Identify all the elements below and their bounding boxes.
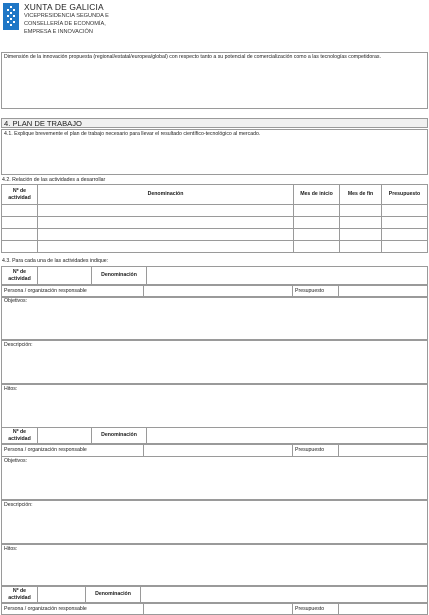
descripcion-field[interactable] xyxy=(1,340,428,384)
activity-denom-label: Denominación xyxy=(92,267,147,285)
presupuesto-field[interactable] xyxy=(339,604,428,615)
activity-denom-field[interactable] xyxy=(147,267,428,285)
persona-field[interactable] xyxy=(144,445,293,457)
activity-denom-field[interactable] xyxy=(141,587,428,603)
dimension-field[interactable] xyxy=(1,52,428,109)
col-num: Nº de actividad xyxy=(2,185,38,205)
col-mes-inicio: Mes de inicio xyxy=(294,185,340,205)
objetivos-field[interactable] xyxy=(1,456,428,500)
table-row[interactable] xyxy=(2,217,428,229)
presupuesto-label: Presupuesto xyxy=(293,604,339,615)
activity-block-2 xyxy=(1,427,428,457)
hitos-field[interactable] xyxy=(1,544,428,586)
descripcion-label: Descripción: xyxy=(4,342,33,348)
hitos-field[interactable] xyxy=(1,384,428,428)
brand-name: XUNTA DE GALICIA xyxy=(24,2,104,12)
brand-sub-2: CONSELLERÍA DE ECONOMÍA, xyxy=(24,21,106,28)
persona-label: Persona / organización responsable xyxy=(2,286,144,298)
col-mes-fin: Mes de fin xyxy=(340,185,382,205)
brand-sub-1: VICEPRESIDENCIA SEGUNDA E xyxy=(24,13,109,20)
persona-field[interactable] xyxy=(144,604,293,615)
q42-label: 4.2. Relación de las actividades a desarrollar xyxy=(2,177,106,183)
persona-label: Persona / organización responsable xyxy=(2,445,144,457)
col-presupuesto: Presupuesto xyxy=(382,185,428,205)
activity-denom-label: Denominación xyxy=(86,587,141,603)
brand-block xyxy=(24,3,109,36)
presupuesto-label: Presupuesto xyxy=(293,445,339,457)
section-title: 4. PLAN DE TRABAJO xyxy=(1,118,428,128)
activity-num-label: Nº de actividad xyxy=(2,587,38,603)
q41-field[interactable] xyxy=(1,129,428,175)
page-header xyxy=(3,3,109,37)
presupuesto-field[interactable] xyxy=(339,445,428,457)
hitos-label: Hitos: xyxy=(4,386,18,392)
activities-table xyxy=(1,184,428,253)
objetivos-label: Objetivos: xyxy=(4,298,28,304)
brand-sub-3: EMPRESA E INNOVACIÓN xyxy=(24,29,93,36)
objetivos-field[interactable] xyxy=(1,296,428,340)
activity-num-field[interactable] xyxy=(38,428,92,444)
activity-denom-field[interactable] xyxy=(147,428,428,444)
hitos-label: Hitos: xyxy=(4,546,18,552)
activity-num-field[interactable] xyxy=(38,587,86,603)
descripcion-label: Descripción: xyxy=(4,502,33,508)
descripcion-field[interactable] xyxy=(1,500,428,544)
q41-label: 4.1. Explique brevemente el plan de trabajo necesario para llevar el resultado científico-tecnológico al mercado. xyxy=(4,131,261,137)
col-denominacion: Denominación xyxy=(38,185,294,205)
xunta-crest-icon xyxy=(3,3,19,30)
activity-num-label: Nº de actividad xyxy=(2,267,38,285)
dimension-label: Dimensión de la innovación propuesta (regional/estatal/europea/global) con respecto tanto a su potencial de comercialización como a las tecnologías competidoras. xyxy=(4,54,381,60)
activity-block-3 xyxy=(1,586,428,615)
activity-block-1 xyxy=(1,266,428,298)
table-row[interactable] xyxy=(2,205,428,217)
objetivos-label: Objetivos: xyxy=(4,458,28,464)
activity-num-label: Nº de actividad xyxy=(2,428,38,444)
table-row[interactable] xyxy=(2,241,428,253)
xunta-logo xyxy=(3,3,19,30)
persona-label: Persona / organización responsable xyxy=(2,604,144,615)
q43-label: 4.3. Para cada una de las actividades indique: xyxy=(2,258,109,264)
activity-denom-label: Denominación xyxy=(92,428,147,444)
activity-num-field[interactable] xyxy=(38,267,92,285)
presupuesto-label: Presupuesto xyxy=(293,286,339,298)
table-row[interactable] xyxy=(2,229,428,241)
